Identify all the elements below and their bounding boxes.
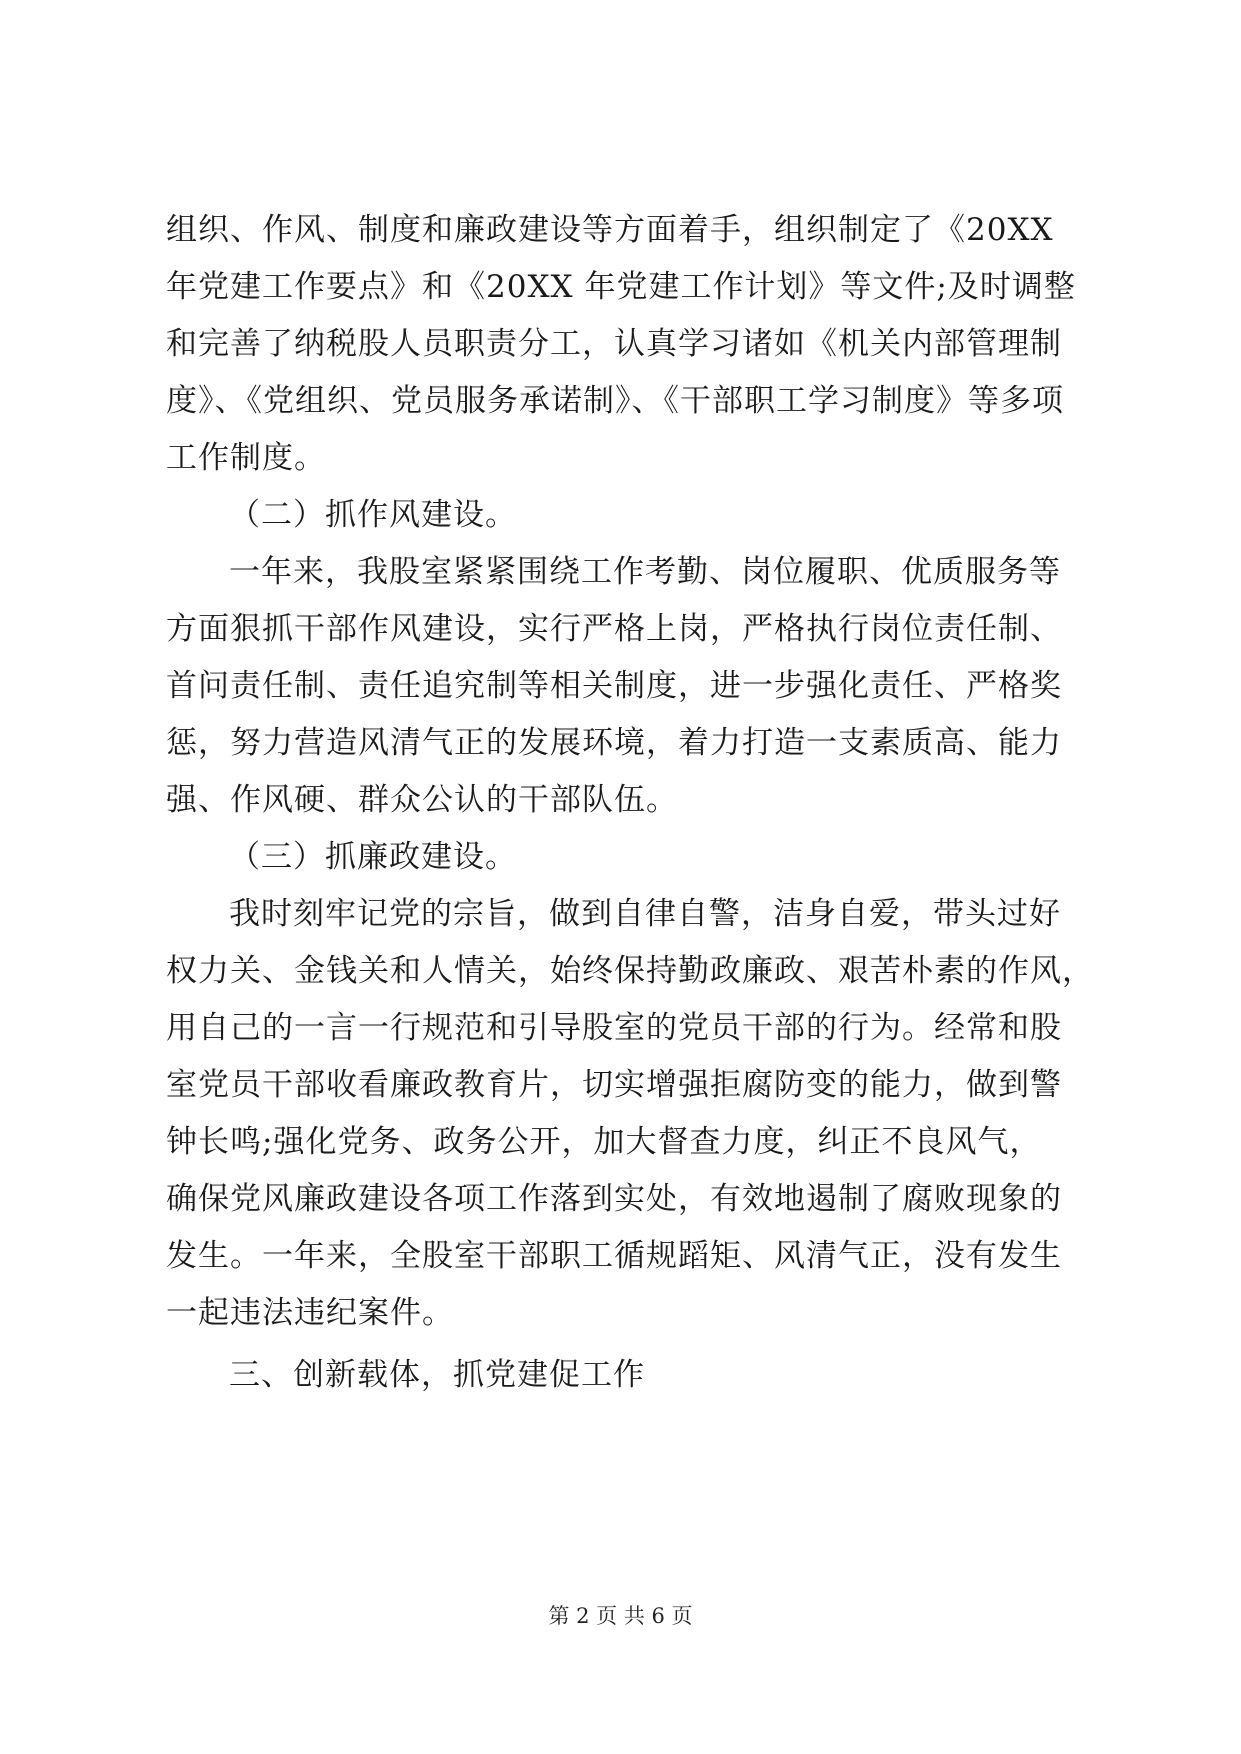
section-heading: （三）抓廉政建设。: [229, 839, 517, 875]
page-number-footer: 第 2 页 共 6 页: [548, 1604, 693, 1628]
body-line: 度》、《党组织、党员服务承诺制》、《干部职工学习制度》等多项: [166, 383, 1064, 419]
body-line: 和完善了纳税股人员职责分工，认真学习诸如《机关内部管理制: [166, 326, 1062, 362]
body-line: 方面狠抓干部作风建设，实行严格上岗，严格执行岗位责任制、: [166, 611, 1062, 647]
section-heading: （二）抓作风建设。: [229, 497, 517, 533]
body-line: 组织、作风、制度和廉政建设等方面着手，组织制定了《20XX: [166, 212, 1054, 248]
body-line: 我时刻牢记党的宗旨，做到自律自警，洁身自爱，带头过好: [229, 896, 1061, 932]
body-line: 惩，努力营造风清气正的发展环境，着力打造一支素质高、能力: [166, 725, 1062, 761]
body-line: 强、作风硬、群众公认的干部队伍。: [166, 782, 678, 818]
body-line: 一年来，我股室紧紧围绕工作考勤、岗位履职、优质服务等: [229, 554, 1061, 590]
section-heading: 三、创新载体，抓党建促工作: [229, 1357, 645, 1393]
body-line: 发生。一年来，全股室干部职工循规蹈矩、风清气正，没有发生: [166, 1238, 1062, 1274]
body-line: 一起违法违纪案件。: [166, 1295, 454, 1331]
body-line: 年党建工作要点》和《20XX 年党建工作计划》等文件;及时调整: [166, 269, 1076, 305]
body-line: 用自己的一言一行规范和引导股室的党员干部的行为。经常和股: [166, 1010, 1062, 1046]
body-line: 首问责任制、责任追究制等相关制度，进一步强化责任、严格奖: [166, 668, 1062, 704]
body-line: 室党员干部收看廉政教育片，切实增强拒腐防变的能力，做到警: [166, 1067, 1062, 1103]
body-line: 确保党风廉政建设各项工作落到实处，有效地遏制了腐败现象的: [166, 1181, 1062, 1217]
body-line: 权力关、金钱关和人情关，始终保持勤政廉政、艰苦朴素的作风，: [166, 953, 1094, 989]
body-line: 工作制度。: [166, 440, 326, 476]
body-line: 钟长鸣;强化党务、政务公开，加大督查力度，纠正不良风气，: [166, 1124, 1042, 1160]
